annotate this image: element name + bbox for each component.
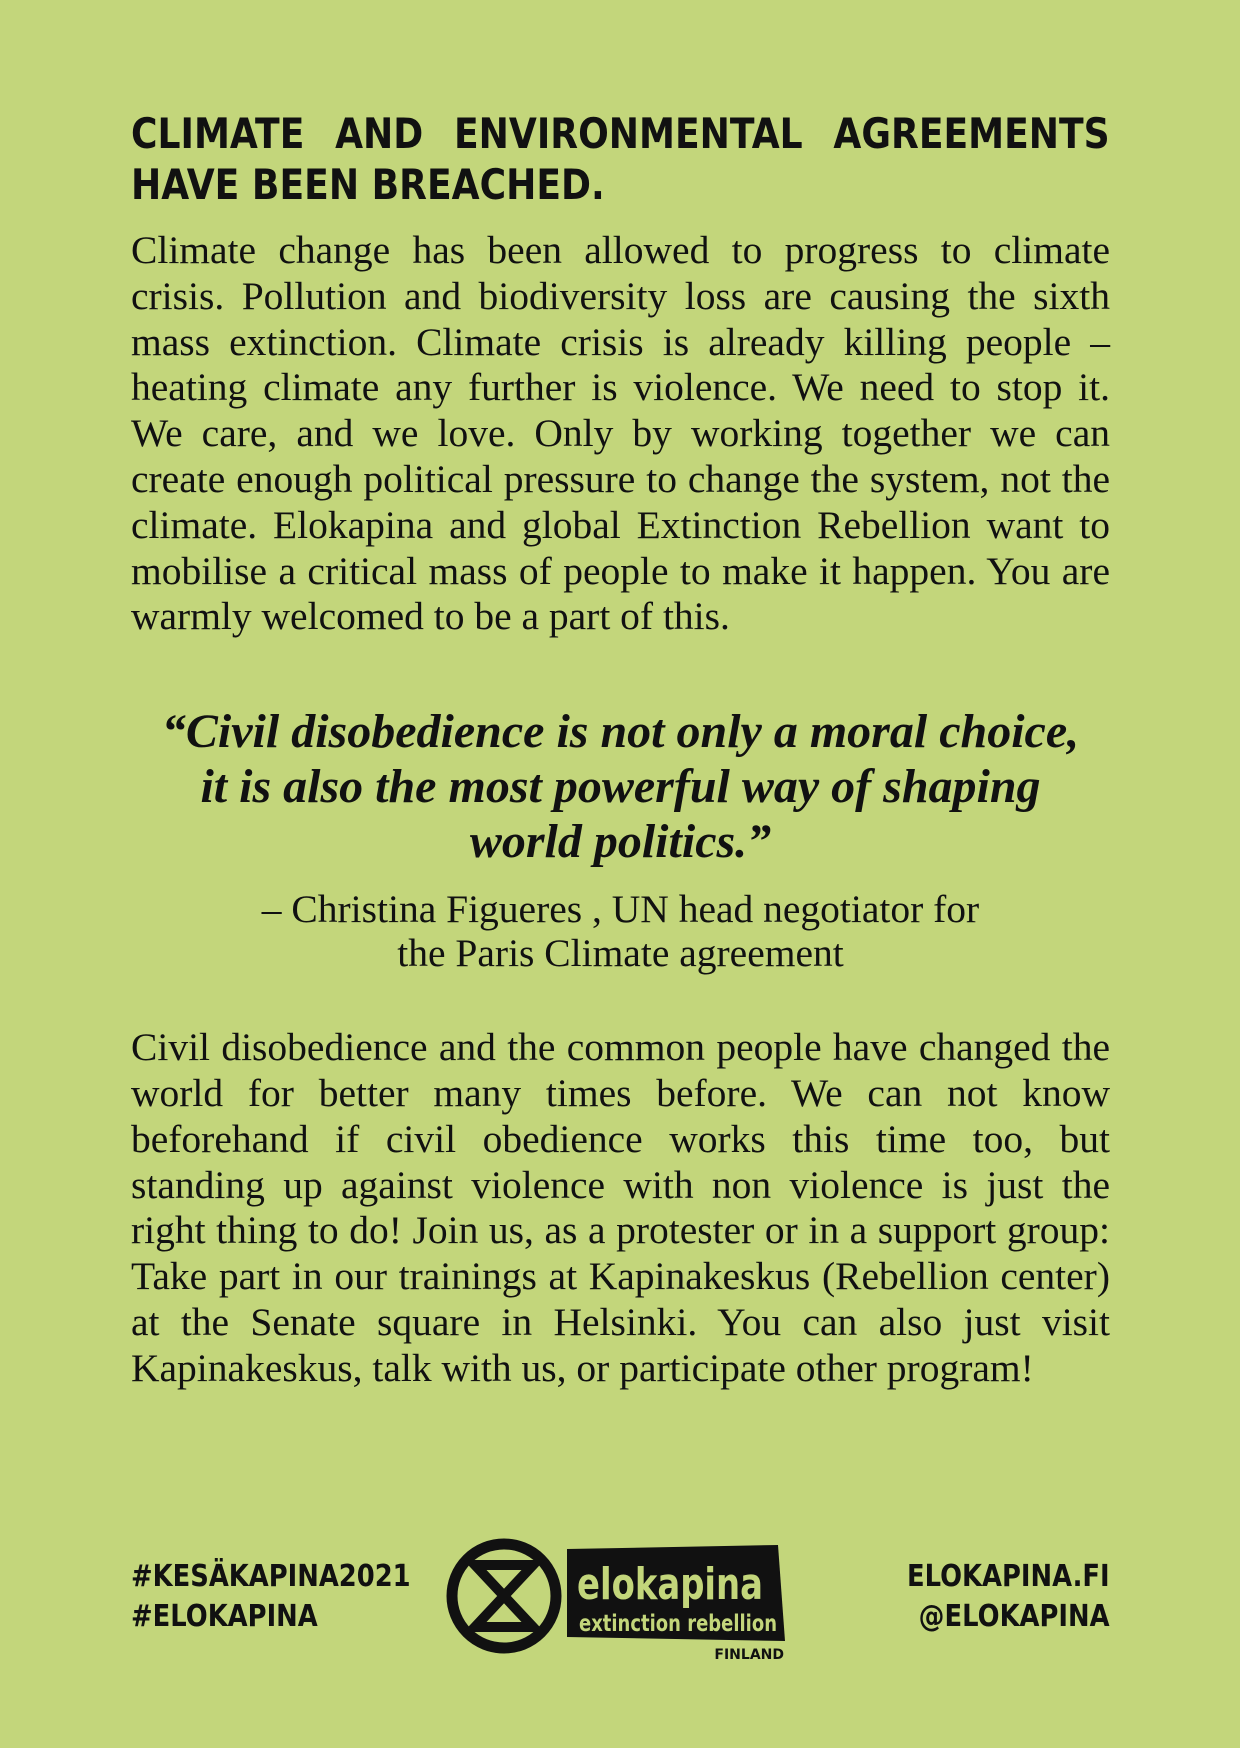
contact-links [907,1557,1110,1637]
hashtag-kesakapina: #KESÄKAPINA2021 [131,1559,411,1594]
hashtag-elokapina: #ELOKAPINA [131,1599,318,1634]
social-handle[interactable]: @ELOKAPINA [919,1599,1110,1634]
quote-attribution [131,887,1110,975]
headline-line-2: HAVE BEEN BREACHED. [131,160,605,209]
extinction-symbol-icon [452,1544,556,1648]
call-to-action-paragraph: Civil disobedience and the common people have changed the world for better many times before. We can not know beforehand if civil obedience works this time too, but standing up against violence with non violence is just the right thing to do! Join us, as a protester or in a support group: Take part in our trainings at Kapinakeskus (Rebellion center) at the Senate square in Helsinki. You can also just visit Kapinakeskus, talk with us, or participate other program! [131,1025,1110,1390]
intro-paragraph: Climate change has been allowed to progress to climate crisis. Pollution and biodiversity loss are causing the sixth mass extinction. Climate crisis is already killing people – heating climate any further is violence. We need to stop it. We care, and we love. Only by working together we can create enough political pressure to change the system, not the climate. Elokapina and global Extinction Rebellion want to mobilise a critical mass of people to make it happen. You are warmly welcomed to be a part of this. [131,228,1110,639]
elokapina-logo [445,1537,805,1665]
quote [131,704,1110,869]
quote-line-1: “Civil disobedience is not only a moral choice, [161,705,1080,759]
flyer-content [131,108,1110,1392]
headline [131,108,1110,210]
quote-line-2: it is also the most powerful way of shaping [200,760,1041,814]
footer [131,1532,1110,1662]
logo-subtitle-text: extinction rebellion [579,1611,777,1637]
hashtags [131,1557,411,1637]
logo-region-text: FINLAND [714,1647,784,1663]
attribution-line-2: the Paris Climate agreement [397,931,844,976]
logo-wordmark-text: elokapina [577,1559,763,1610]
quote-line-3: world politics.” [469,815,772,869]
logo-wordmark [567,1545,785,1641]
website-link[interactable]: ELOKAPINA.FI [907,1559,1110,1594]
attribution-line-1: – Christina Figueres , UN head negotiator for [261,887,980,932]
headline-line-1: CLIMATE AND ENVIRONMENTAL AGREEMENTS [131,109,1110,158]
